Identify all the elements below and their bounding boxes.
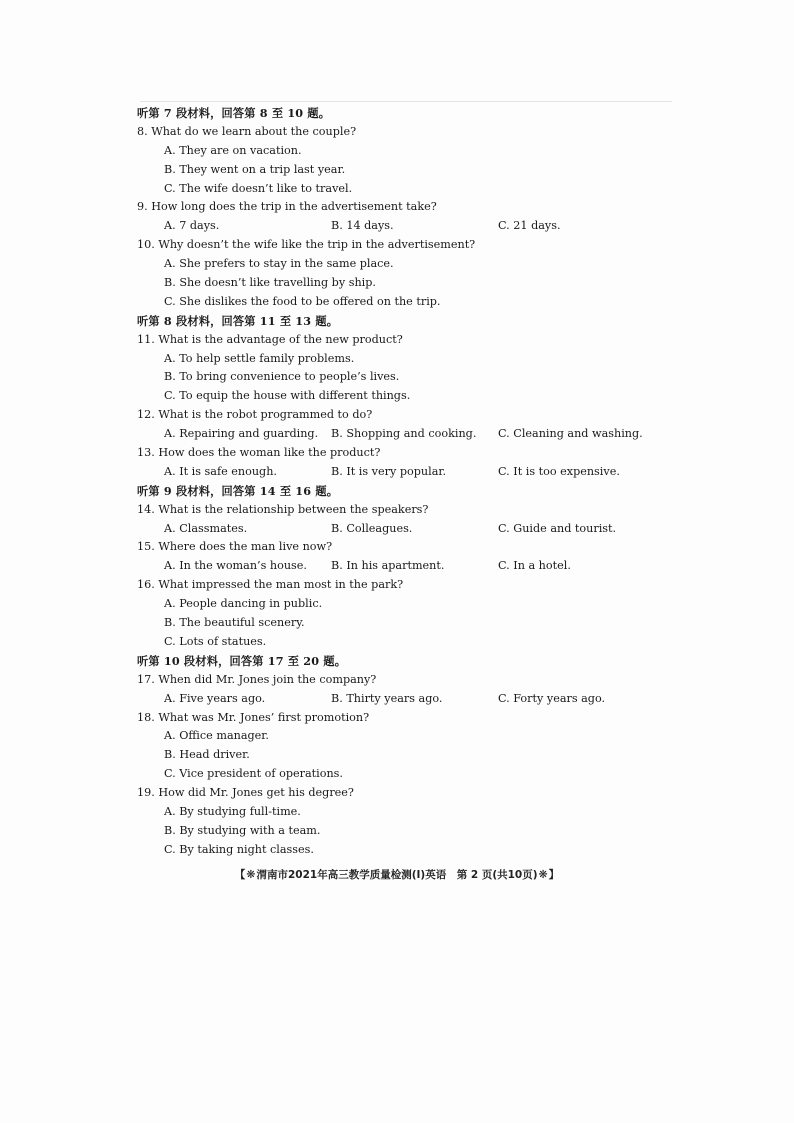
question-stem: 18. What was Mr. Jones’ first promotion? bbox=[137, 710, 370, 724]
answer-option: A. Repairing and guarding. bbox=[164, 427, 319, 441]
answer-option: C. To equip the house with different things. bbox=[164, 389, 411, 403]
answer-option: C. Lots of statues. bbox=[164, 634, 267, 648]
question-stem: 19. How did Mr. Jones get his degree? bbox=[137, 786, 354, 800]
options-row bbox=[137, 557, 657, 576]
footer-left-bracket: 【 bbox=[234, 869, 246, 881]
question-stem: 8. What do we learn about the couple? bbox=[137, 124, 357, 138]
answer-option: B. Shopping and cooking. bbox=[331, 427, 477, 441]
section-heading: 听第 7 段材料，回答第 8 至 10 题。 bbox=[137, 106, 331, 120]
answer-option: A. Classmates. bbox=[164, 521, 248, 535]
answer-option: C. It is too expensive. bbox=[498, 464, 620, 478]
page-footer bbox=[0, 867, 794, 882]
section-heading: 听第 10 段材料，回答第 17 至 20 题。 bbox=[137, 653, 347, 668]
answer-option: C. Vice president of operations. bbox=[164, 767, 343, 781]
question-stem: 15. Where does the man live now? bbox=[137, 540, 333, 554]
answer-option: A. To help settle family problems. bbox=[164, 351, 355, 365]
question-stem: 9. How long does the trip in the advertisement take? bbox=[137, 200, 437, 214]
answer-option: B. Thirty years ago. bbox=[331, 691, 443, 705]
answer-option: A. Five years ago. bbox=[164, 691, 266, 705]
footer-logo-left-icon: ❋ bbox=[246, 868, 256, 881]
answer-option: B. By studying with a team. bbox=[164, 823, 321, 837]
options-row bbox=[137, 463, 657, 482]
answer-option: C. 21 days. bbox=[498, 219, 561, 233]
question-stem: 16. What impressed the man most in the park? bbox=[137, 578, 404, 592]
question-stem: 13. How does the woman like the product? bbox=[137, 446, 381, 460]
options-row bbox=[137, 217, 657, 236]
answer-option: A. She prefers to stay in the same place. bbox=[164, 257, 394, 271]
answer-option: A. People dancing in public. bbox=[164, 597, 323, 611]
question-stem: 14. What is the relationship between the speakers? bbox=[137, 502, 429, 516]
answer-option: A. It is safe enough. bbox=[164, 464, 277, 478]
question-stem: 10. Why doesn’t the wife like the trip in the advertisement? bbox=[137, 238, 476, 252]
options-row bbox=[137, 425, 657, 444]
answer-option: B. Colleagues. bbox=[331, 521, 413, 535]
answer-option: C. Guide and tourist. bbox=[498, 521, 617, 535]
footer-logo-right-icon: ❋ bbox=[538, 868, 548, 881]
answer-option: B. 14 days. bbox=[331, 219, 394, 233]
answer-option: A. Office manager. bbox=[164, 729, 269, 743]
answer-option: B. Head driver. bbox=[164, 748, 250, 762]
section-heading: 听第 8 段材料，回答第 11 至 13 题。 bbox=[137, 313, 339, 328]
answer-option: B. The beautiful scenery. bbox=[164, 616, 305, 630]
question-stem: 11. What is the advantage of the new product? bbox=[137, 332, 403, 346]
answer-option: C. By taking night classes. bbox=[164, 842, 314, 856]
question-stem: 12. What is the robot programmed to do? bbox=[137, 408, 373, 422]
answer-option: C. In a hotel. bbox=[498, 559, 571, 573]
answer-option: A. By studying full-time. bbox=[164, 804, 301, 818]
answer-option: A. 7 days. bbox=[164, 219, 220, 233]
answer-option: B. It is very popular. bbox=[331, 464, 447, 478]
options-row bbox=[137, 690, 657, 709]
answer-option: B. To bring convenience to people’s lives. bbox=[164, 370, 400, 384]
question-stem: 17. When did Mr. Jones join the company? bbox=[137, 672, 377, 686]
answer-option: C. Cleaning and washing. bbox=[498, 427, 643, 441]
answer-option: A. They are on vacation. bbox=[164, 143, 302, 157]
footer-text: 渭南市2021年高三教学质量检测(Ⅰ)英语 第 2 页(共10页) bbox=[256, 869, 538, 881]
answer-option: C. The wife doesn’t like to travel. bbox=[164, 181, 353, 195]
answer-option: B. In his apartment. bbox=[331, 559, 445, 573]
answer-option: A. In the woman’s house. bbox=[164, 559, 307, 573]
footer-right-bracket: 】 bbox=[548, 869, 560, 881]
top-divider bbox=[140, 101, 672, 102]
answer-option: B. They went on a trip last year. bbox=[164, 162, 346, 176]
answer-option: C. Forty years ago. bbox=[498, 691, 606, 705]
answer-option: C. She dislikes the food to be offered on the trip. bbox=[164, 294, 441, 308]
section-heading: 听第 9 段材料，回答第 14 至 16 题。 bbox=[137, 483, 339, 498]
question-list bbox=[137, 104, 657, 860]
answer-option: B. She doesn’t like travelling by ship. bbox=[164, 276, 376, 290]
options-row bbox=[137, 520, 657, 539]
